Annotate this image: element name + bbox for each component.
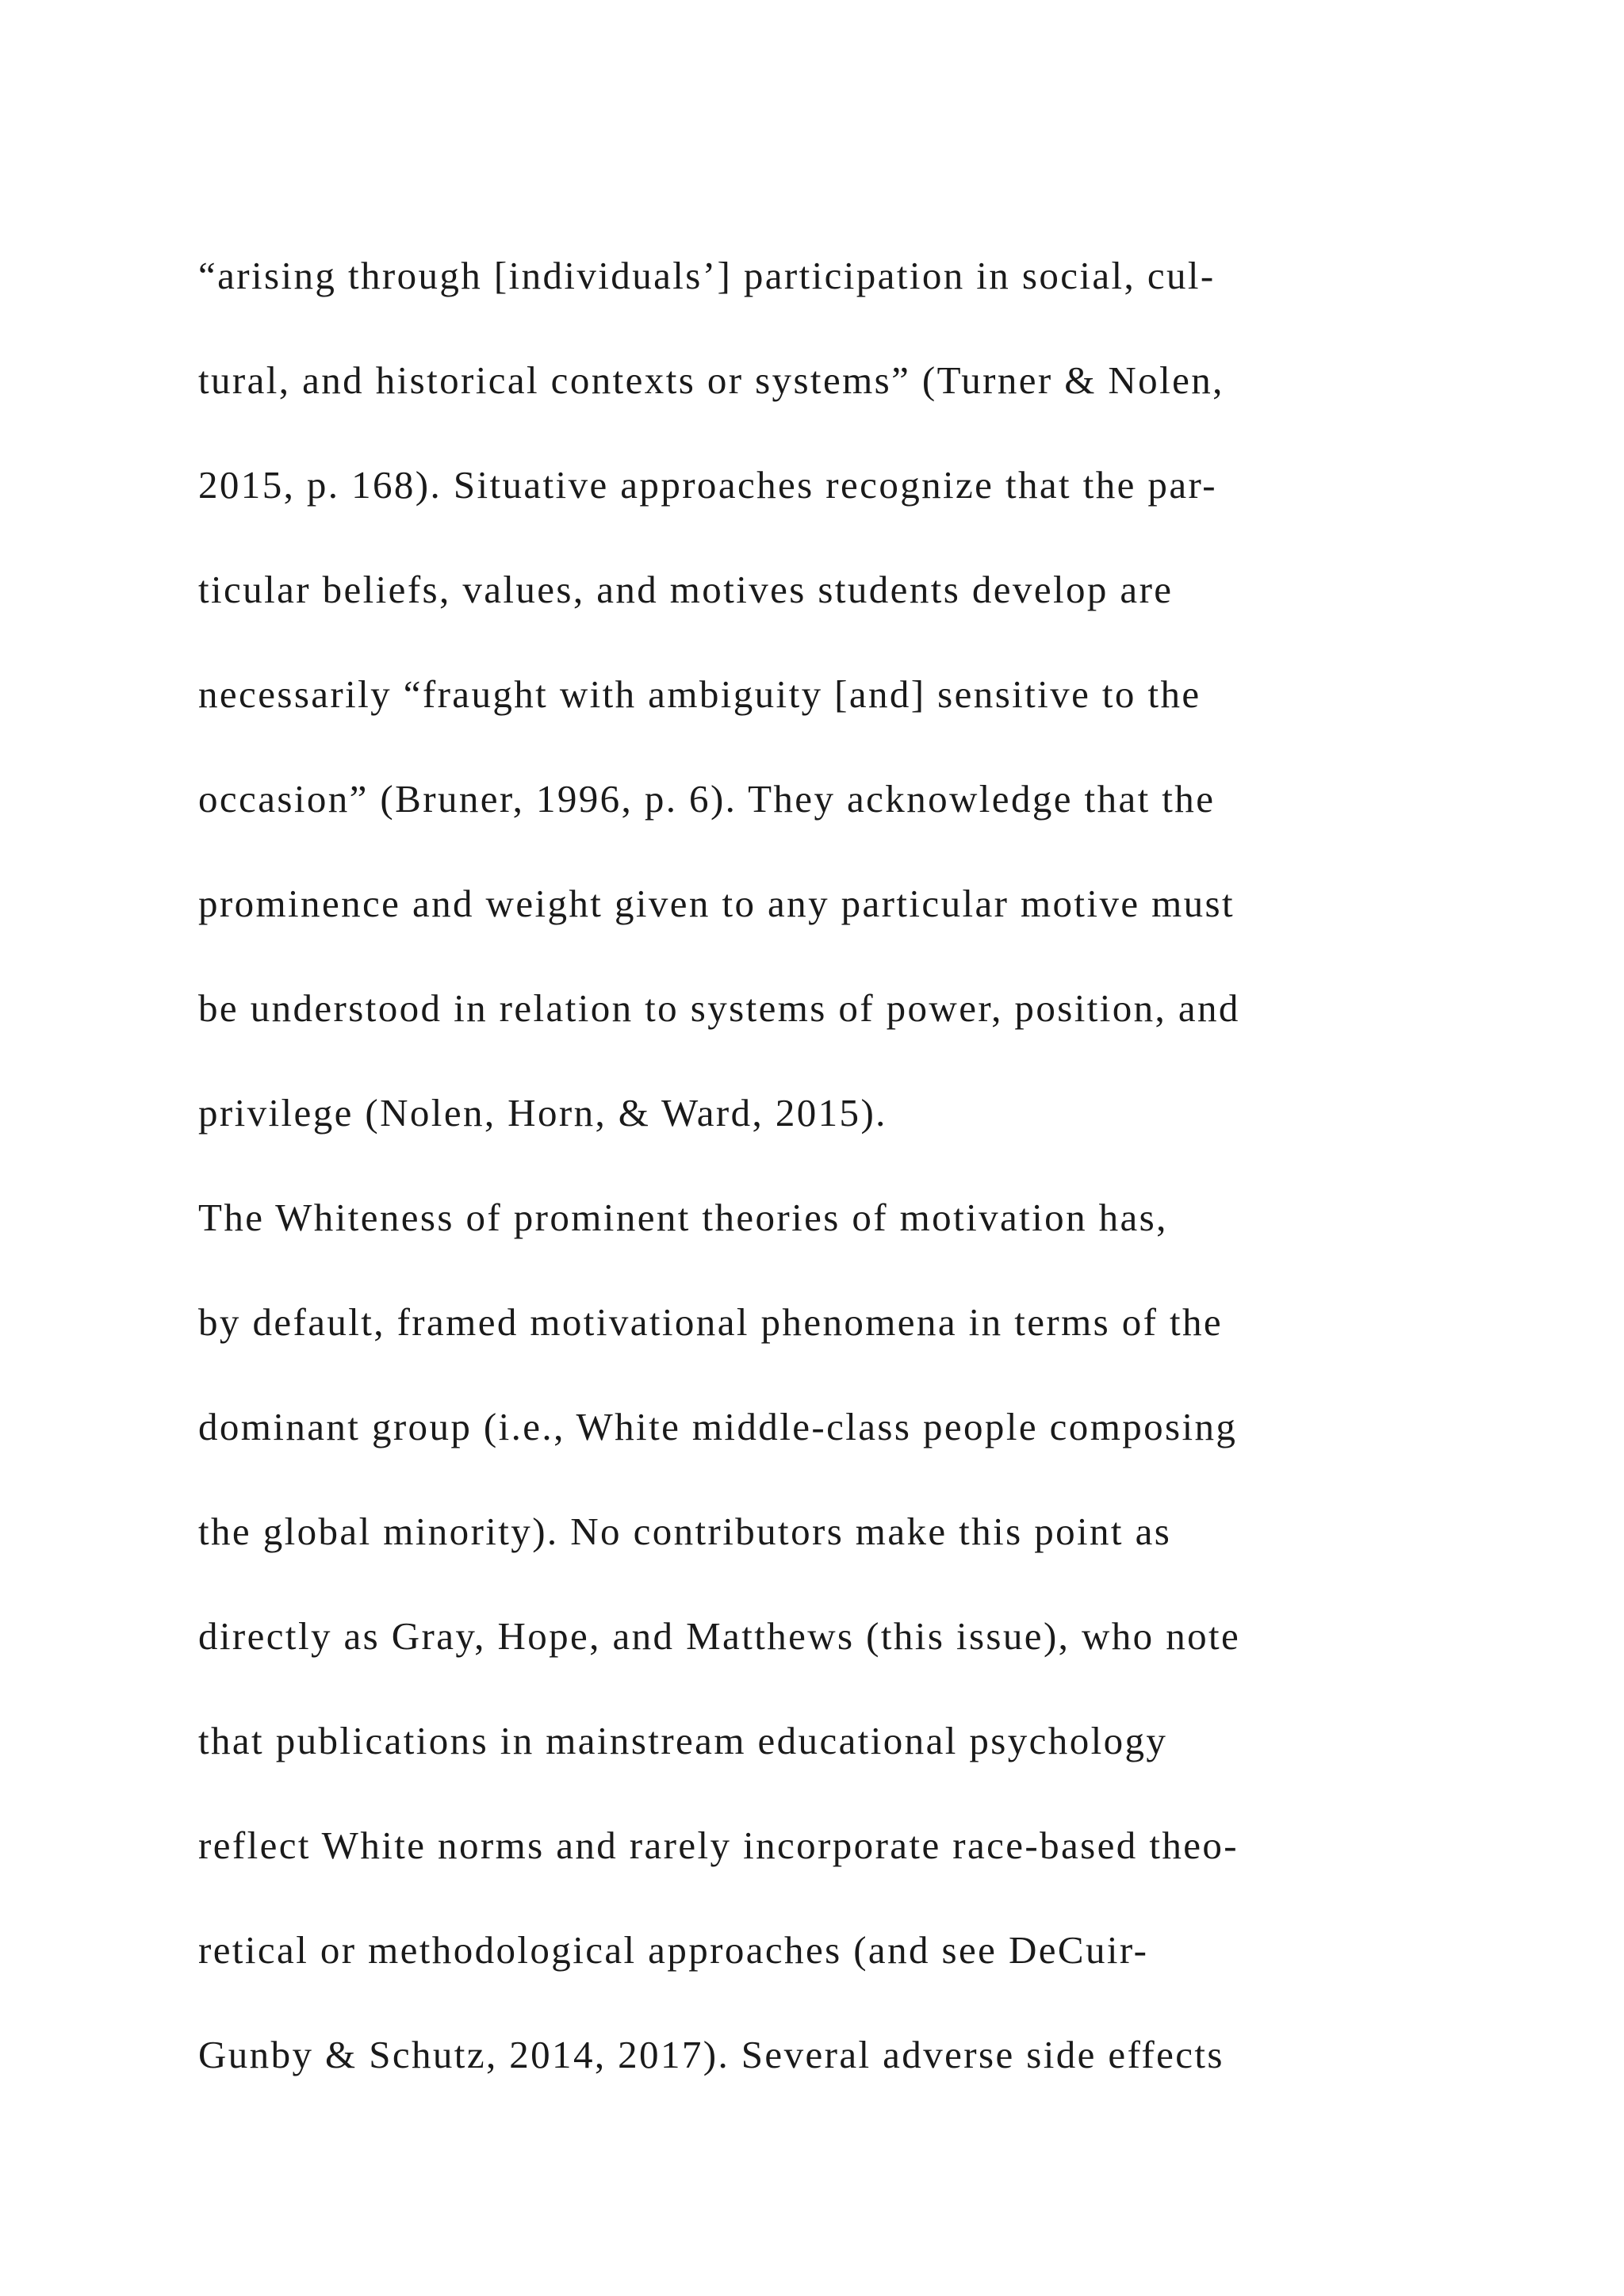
text-line: reflect White norms and rarely incorporate race-based theo- [198,1823,1239,1867]
text-line: directly as Gray, Hope, and Matthews (this issue), who note [198,1614,1241,1658]
body-text [198,244,1435,2128]
text-line: “arising through [individuals’] participation in social, cul- [198,254,1216,297]
text-line: retical or methodological approaches (and see DeCuir- [198,1928,1149,1972]
text-line: the global minority). No contributors make this point as [198,1510,1172,1553]
text-line: ticular beliefs, values, and motives students develop are [198,568,1174,611]
text-line: 2015, p. 168). Situative approaches recognize that the par- [198,463,1217,507]
text-line: occasion” (Bruner, 1996, p. 6). They acknowledge that the [198,777,1216,821]
text-line: by default, framed motivational phenomena in terms of the [198,1300,1224,1344]
text-line: The Whiteness of prominent theories of motivation has, [198,1196,1168,1239]
text-line: privilege (Nolen, Horn, & Ward, 2015). [198,1091,887,1135]
text-line: be understood in relation to systems of power, position, and [198,986,1240,1030]
text-line: that publications in mainstream educational psychology [198,1719,1168,1762]
text-line: tural, and historical contexts or systems” (Turner & Nolen, [198,358,1224,402]
text-line: Gunby & Schutz, 2014, 2017). Several adverse side effects [198,2033,1224,2076]
text-line: necessarily “fraught with ambiguity [and] sensitive to the [198,672,1201,716]
text-line: dominant group (i.e., White middle-class people composing [198,1405,1238,1448]
text-line: prominence and weight given to any particular motive must [198,882,1235,925]
